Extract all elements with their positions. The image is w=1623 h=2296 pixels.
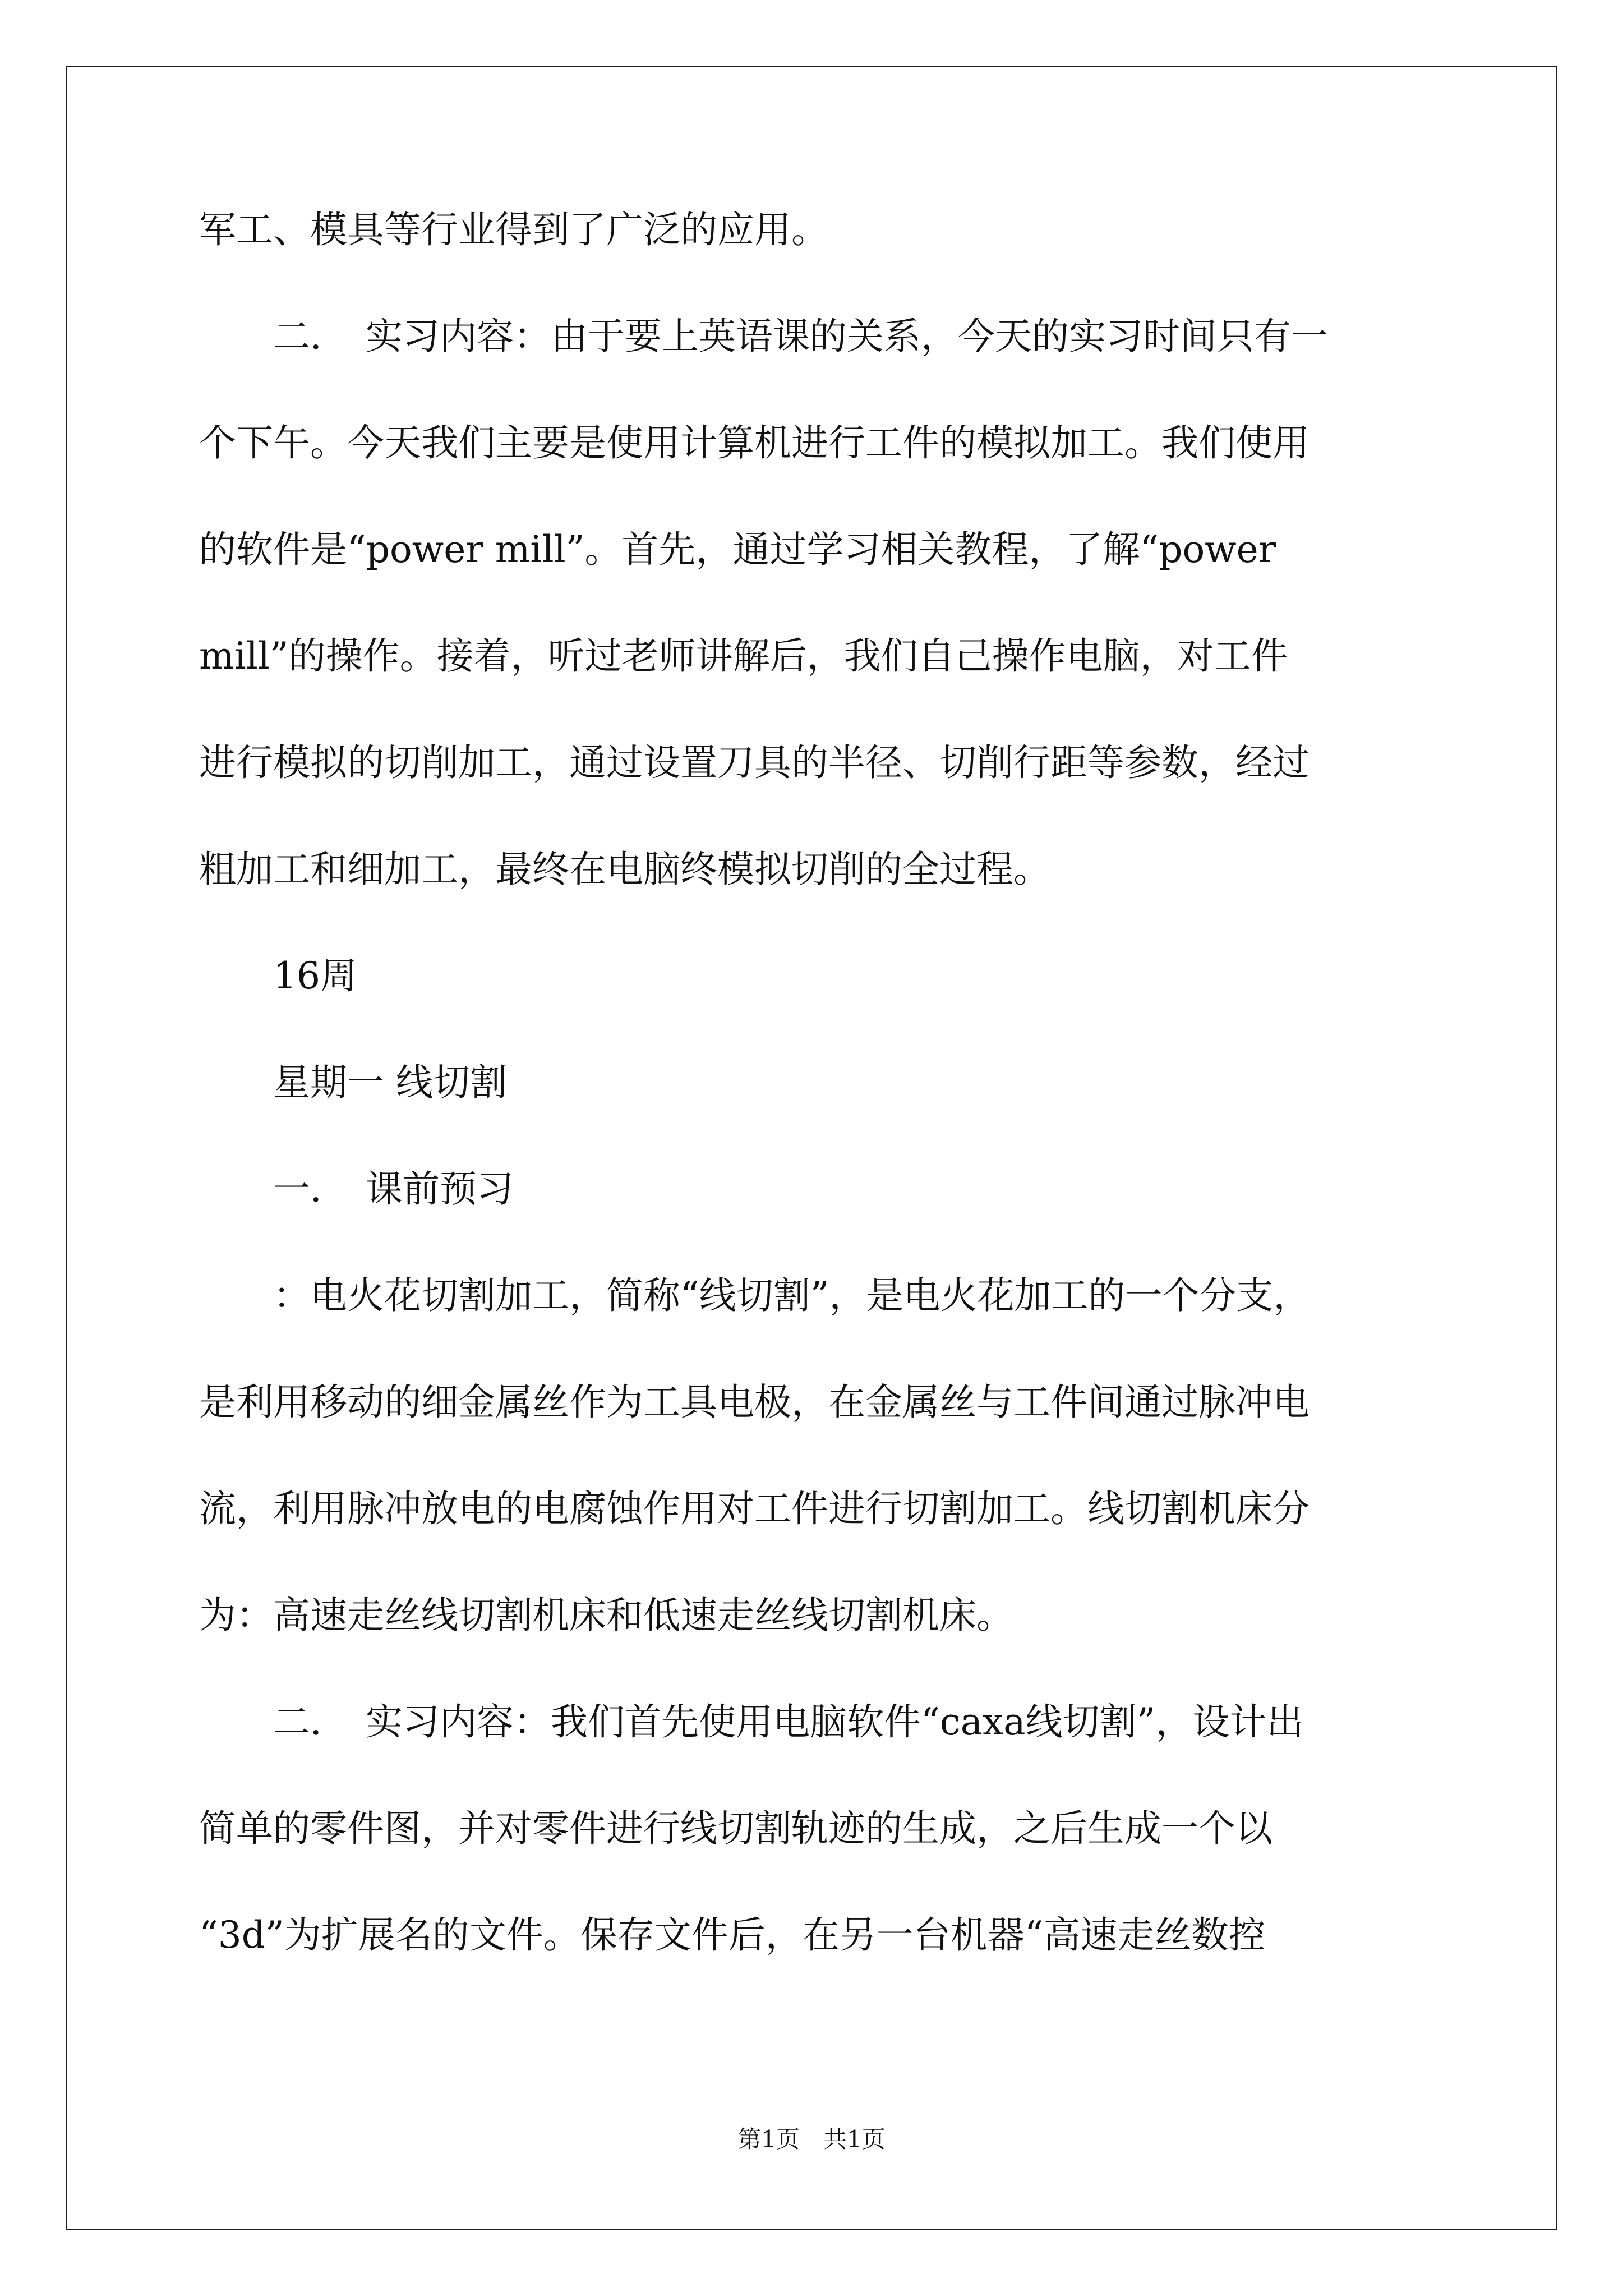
text-line: 二． 实习内容：由于要上英语课的关系，今天的实习时间只有一: [199, 315, 1328, 358]
text-line: 16周: [199, 954, 357, 997]
text-line: 星期一 线切割: [199, 1061, 507, 1104]
text-line: ：电火花切割加工，简称“线切割”，是电火花加工的一个分支，: [199, 1274, 1311, 1317]
text-line: 简单的零件图，并对零件进行线切割轨迹的生成，之后生成一个以: [199, 1807, 1272, 1850]
text-line: 流，利用脉冲放电的电腐蚀作用对工件进行切割加工。线切割机床分: [199, 1487, 1310, 1530]
page-footer: 第1页 共1页: [737, 2125, 886, 2153]
text-line: 进行模拟的切削加工，通过设置刀具的半径、切削行距等参数，经过: [199, 741, 1310, 784]
page-border: [66, 66, 1557, 2230]
text-line: 一． 课前预习: [199, 1167, 514, 1211]
text-line: 二． 实习内容：我们首先使用电脑软件“caxa线切割”，设计出: [199, 1700, 1304, 1743]
text-line: 是利用移动的细金属丝作为工具电极，在金属丝与工件间通过脉冲电: [199, 1381, 1310, 1424]
text-line: 的软件是“power mill”。首先，通过学习相关教程，了解“power: [199, 528, 1276, 571]
text-line: 为：高速走丝线切割机床和低速走丝线切割机床。: [199, 1594, 1013, 1637]
text-line: mill”的操作。接着，听过老师讲解后，我们自己操作电脑，对工件: [199, 634, 1288, 678]
text-line: 军工、模具等行业得到了广泛的应用。: [199, 208, 828, 251]
text-line: “3d”为扩展名的文件。保存文件后，在另一台机器“高速走丝数控: [199, 1913, 1266, 1957]
text-line: 粗加工和细加工，最终在电脑终模拟切削的全过程。: [199, 848, 1050, 891]
text-line: 个下午。今天我们主要是使用计算机进行工件的模拟加工。我们使用: [199, 421, 1310, 464]
